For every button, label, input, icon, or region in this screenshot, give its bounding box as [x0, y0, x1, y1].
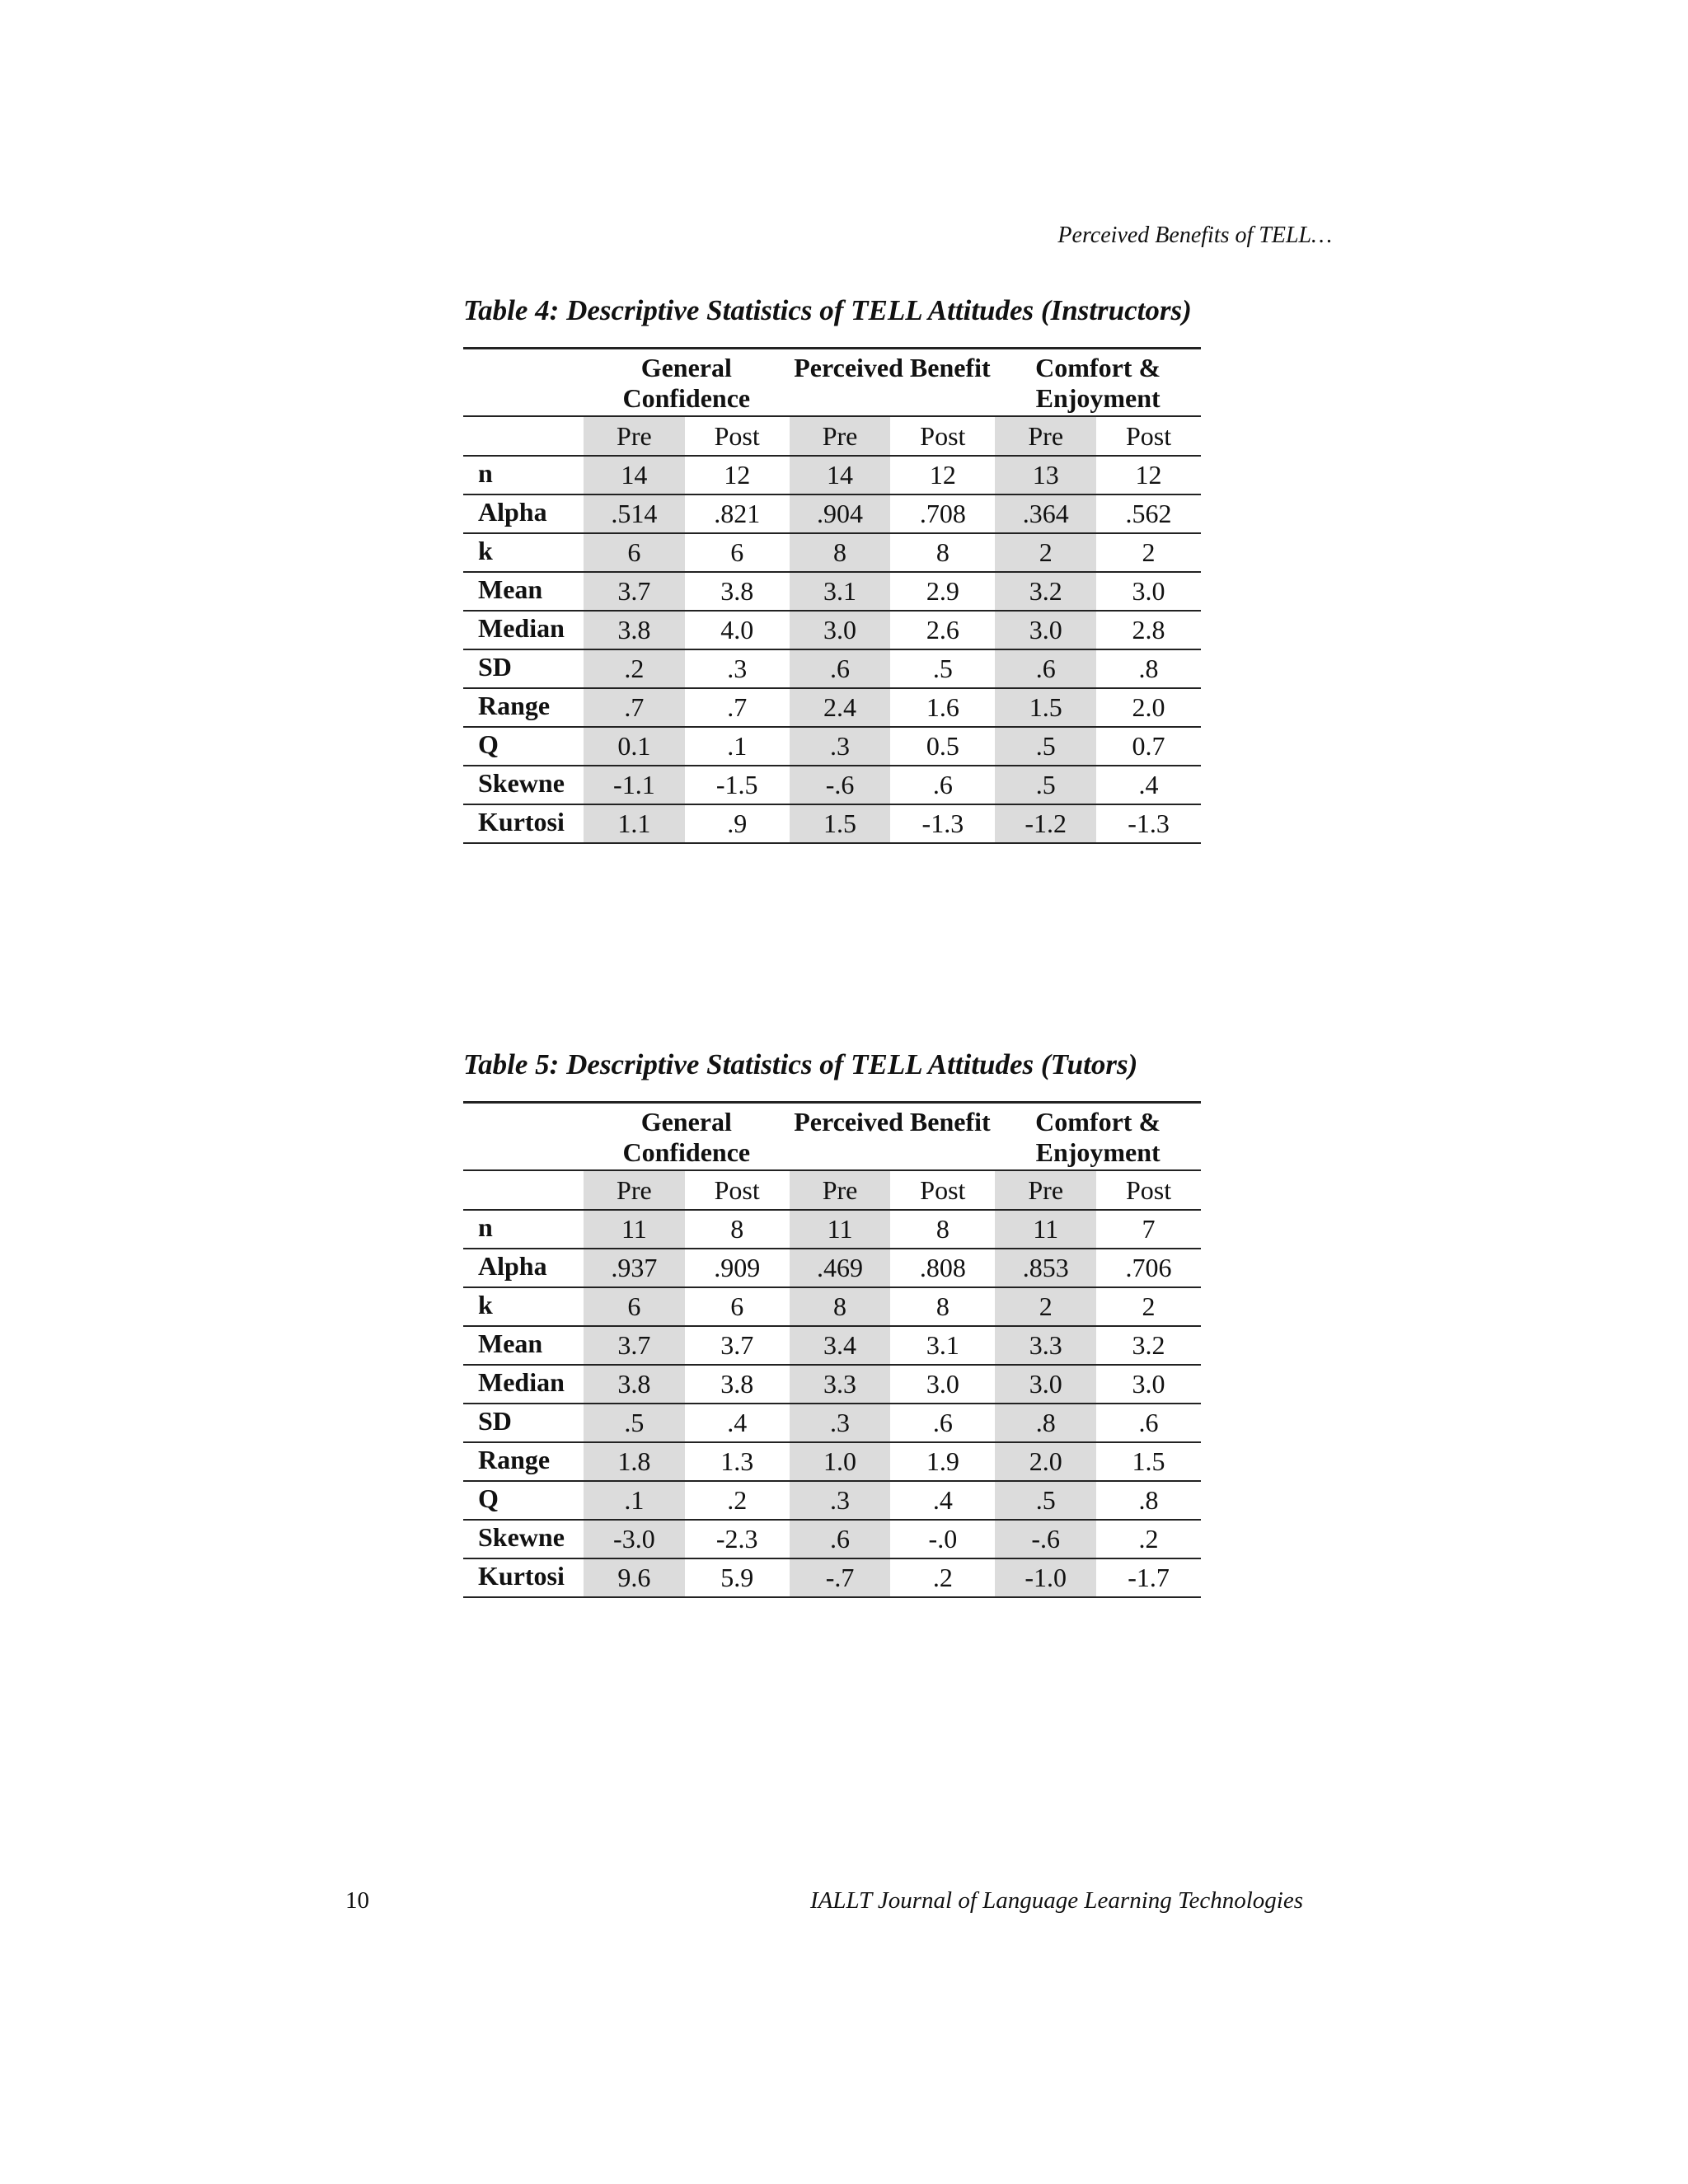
row-label: Q: [463, 1481, 584, 1520]
table-cell: 1.1: [584, 804, 685, 843]
subcolumn-header: Post: [1096, 1170, 1201, 1210]
table-cell: 3.1: [890, 1326, 995, 1365]
table-row: [463, 1210, 1201, 1249]
table-cell: 12: [1096, 456, 1201, 494]
table-row: [463, 1442, 1201, 1481]
table-cell: .706: [1096, 1249, 1201, 1287]
table-cell: .4: [685, 1404, 790, 1442]
table-cell: .364: [995, 494, 1096, 533]
table-cell: .2: [584, 649, 685, 688]
subcolumn-header: Pre: [995, 1170, 1096, 1210]
table-cell: 3.0: [890, 1365, 995, 1404]
table-cell: 3.1: [790, 572, 891, 611]
table-cell: 3.0: [995, 611, 1096, 649]
table-row: [463, 649, 1201, 688]
table-cell: .821: [685, 494, 790, 533]
table-cell: 3.7: [584, 572, 685, 611]
subcolumn-header: Pre: [584, 1170, 685, 1210]
table-cell: -.6: [995, 1520, 1096, 1558]
table-cell: 6: [584, 1287, 685, 1326]
table-cell: -.0: [890, 1520, 995, 1558]
table-cell: -1.1: [584, 766, 685, 804]
table-cell: 2.0: [995, 1442, 1096, 1481]
table-row: [463, 804, 1201, 843]
table-cell: .853: [995, 1249, 1096, 1287]
row-label: SD: [463, 649, 584, 688]
table-cell: .5: [584, 1404, 685, 1442]
table-row: [463, 1249, 1201, 1287]
table-cell: 3.2: [1096, 1326, 1201, 1365]
table-cell: .6: [890, 766, 995, 804]
table-cell: 14: [584, 456, 685, 494]
table-cell: 0.5: [890, 727, 995, 766]
table-row: [463, 611, 1201, 649]
table-cell: 2: [1096, 1287, 1201, 1326]
table-cell: 3.8: [685, 572, 790, 611]
table-cell: 2.4: [790, 688, 891, 727]
row-label: Mean: [463, 1326, 584, 1365]
table-cell: -1.7: [1096, 1558, 1201, 1597]
subcolumn-header: Post: [685, 416, 790, 456]
table-row: [463, 1287, 1201, 1326]
row-label: Alpha: [463, 1249, 584, 1287]
table-cell: 2: [995, 533, 1096, 572]
row-label: Median: [463, 611, 584, 649]
table-cell: 11: [584, 1210, 685, 1249]
table-cell: -1.0: [995, 1558, 1096, 1597]
subcolumn-header: Pre: [790, 416, 891, 456]
table-cell: .808: [890, 1249, 995, 1287]
table-cell: 6: [584, 533, 685, 572]
subcolumn-header-row: [463, 416, 1201, 456]
table-4-block: [463, 293, 1201, 844]
row-label: Median: [463, 1365, 584, 1404]
table-cell: 3.3: [790, 1365, 891, 1404]
table-cell: 8: [890, 1210, 995, 1249]
table-caption: Table 4: Descriptive Statistics of TELL Attitudes (Instructors): [463, 294, 1192, 326]
corner-cell: [463, 349, 584, 417]
table-cell: 1.5: [1096, 1442, 1201, 1481]
row-label: Q: [463, 727, 584, 766]
table-cell: .562: [1096, 494, 1201, 533]
table-row: [463, 1404, 1201, 1442]
table-cell: 14: [790, 456, 891, 494]
table-cell: 4.0: [685, 611, 790, 649]
table-cell: .2: [685, 1481, 790, 1520]
row-label: Skewne: [463, 1520, 584, 1558]
table-cell: .937: [584, 1249, 685, 1287]
table-cell: 1.8: [584, 1442, 685, 1481]
column-group-row: [463, 1103, 1201, 1171]
table-cell: -2.3: [685, 1520, 790, 1558]
table-cell: .8: [995, 1404, 1096, 1442]
table-row: [463, 1520, 1201, 1558]
table-cell: 3.8: [584, 1365, 685, 1404]
column-group-row: [463, 349, 1201, 417]
table-cell: 3.0: [790, 611, 891, 649]
table-cell: .5: [995, 766, 1096, 804]
table-cell: 3.0: [1096, 1365, 1201, 1404]
subcolumn-header: Post: [685, 1170, 790, 1210]
table-cell: 12: [890, 456, 995, 494]
table-cell: 3.8: [584, 611, 685, 649]
table-cell: 1.5: [790, 804, 891, 843]
row-label: n: [463, 456, 584, 494]
table-cell: .8: [1096, 649, 1201, 688]
table-cell: 3.4: [790, 1326, 891, 1365]
table-cell: 3.0: [995, 1365, 1096, 1404]
table-row: [463, 572, 1201, 611]
row-label: k: [463, 1287, 584, 1326]
table-cell: .3: [790, 727, 891, 766]
table-cell: 0.1: [584, 727, 685, 766]
table-cell: .1: [584, 1481, 685, 1520]
table-cell: 1.3: [685, 1442, 790, 1481]
table-cell: -.6: [790, 766, 891, 804]
table-row: [463, 727, 1201, 766]
table-cell: .2: [890, 1558, 995, 1597]
table-cell: .7: [584, 688, 685, 727]
table-cell: 12: [685, 456, 790, 494]
journal-name: IALLT Journal of Language Learning Technologies: [810, 1887, 1303, 1914]
subcolumn-header: Post: [890, 1170, 995, 1210]
row-label: Kurtosi: [463, 1558, 584, 1597]
column-group-header: General Confidence: [584, 349, 790, 417]
running-head: Perceived Benefits of TELL…: [1057, 223, 1332, 248]
table-cell: -.7: [790, 1558, 891, 1597]
table-cell: .909: [685, 1249, 790, 1287]
column-group-header: Perceived Benefit: [790, 349, 996, 417]
table-cell: .2: [1096, 1520, 1201, 1558]
row-label: SD: [463, 1404, 584, 1442]
page-number: 10: [345, 1887, 369, 1914]
table-row: [463, 533, 1201, 572]
table-cell: 1.0: [790, 1442, 891, 1481]
table-cell: .6: [1096, 1404, 1201, 1442]
table-cell: 8: [790, 533, 891, 572]
table-cell: .6: [890, 1404, 995, 1442]
table-cell: .708: [890, 494, 995, 533]
table-cell: 8: [790, 1287, 891, 1326]
table-cell: 2.9: [890, 572, 995, 611]
table-row: [463, 494, 1201, 533]
table-cell: .3: [790, 1404, 891, 1442]
table-cell: 0.7: [1096, 727, 1201, 766]
subcolumn-header: Post: [890, 416, 995, 456]
table-row: [463, 1326, 1201, 1365]
table-cell: 5.9: [685, 1558, 790, 1597]
table-cell: 1.9: [890, 1442, 995, 1481]
table-cell: -1.3: [1096, 804, 1201, 843]
table-cell: 3.2: [995, 572, 1096, 611]
table-cell: 8: [890, 533, 995, 572]
column-group-header: Comfort & Enjoyment: [995, 1103, 1201, 1171]
table-cell: .3: [790, 1481, 891, 1520]
table-cell: .7: [685, 688, 790, 727]
table-cell: -1.2: [995, 804, 1096, 843]
table-cell: .8: [1096, 1481, 1201, 1520]
table-cell: .6: [995, 649, 1096, 688]
table-cell: .6: [790, 649, 891, 688]
table-cell: 3.3: [995, 1326, 1096, 1365]
table-cell: 13: [995, 456, 1096, 494]
table-cell: -1.5: [685, 766, 790, 804]
table-cell: .6: [790, 1520, 891, 1558]
table-caption: Table 5: Descriptive Statistics of TELL Attitudes (Tutors): [463, 1048, 1138, 1080]
table-cell: -3.0: [584, 1520, 685, 1558]
stats-table: [463, 347, 1201, 844]
table-cell: 1.6: [890, 688, 995, 727]
row-label: Mean: [463, 572, 584, 611]
row-label: n: [463, 1210, 584, 1249]
table-cell: 2: [1096, 533, 1201, 572]
table-cell: .3: [685, 649, 790, 688]
table-cell: .1: [685, 727, 790, 766]
table-cell: 3.7: [584, 1326, 685, 1365]
row-label: Skewne: [463, 766, 584, 804]
column-group-header: Perceived Benefit: [790, 1103, 996, 1171]
table-cell: .514: [584, 494, 685, 533]
table-cell: 2.8: [1096, 611, 1201, 649]
table-cell: 3.0: [1096, 572, 1201, 611]
corner-cell: [463, 416, 584, 456]
table-cell: 2: [995, 1287, 1096, 1326]
row-label: Kurtosi: [463, 804, 584, 843]
row-label: Alpha: [463, 494, 584, 533]
table-cell: .904: [790, 494, 891, 533]
row-label: Range: [463, 1442, 584, 1481]
corner-cell: [463, 1103, 584, 1171]
column-group-header: Comfort & Enjoyment: [995, 349, 1201, 417]
column-group-header: General Confidence: [584, 1103, 790, 1171]
table-cell: 7: [1096, 1210, 1201, 1249]
table-cell: .5: [890, 649, 995, 688]
table-cell: .5: [995, 1481, 1096, 1520]
table-row: [463, 1481, 1201, 1520]
table-cell: 3.7: [685, 1326, 790, 1365]
table-cell: .4: [1096, 766, 1201, 804]
table-row: [463, 688, 1201, 727]
row-label: Range: [463, 688, 584, 727]
subcolumn-header: Pre: [995, 416, 1096, 456]
table-cell: 6: [685, 533, 790, 572]
subcolumn-header-row: [463, 1170, 1201, 1210]
table-cell: .9: [685, 804, 790, 843]
table-row: [463, 1365, 1201, 1404]
table-cell: 2.6: [890, 611, 995, 649]
table-cell: 8: [890, 1287, 995, 1326]
table-cell: 8: [685, 1210, 790, 1249]
table-cell: 1.5: [995, 688, 1096, 727]
table-row: [463, 766, 1201, 804]
table-cell: 6: [685, 1287, 790, 1326]
subcolumn-header: Post: [1096, 416, 1201, 456]
table-cell: 11: [790, 1210, 891, 1249]
stats-table: [463, 1101, 1201, 1598]
row-label: k: [463, 533, 584, 572]
table-row: [463, 456, 1201, 494]
corner-cell: [463, 1170, 584, 1210]
table-body: [463, 456, 1201, 843]
table-cell: .4: [890, 1481, 995, 1520]
table-cell: 2.0: [1096, 688, 1201, 727]
table-cell: .469: [790, 1249, 891, 1287]
table-cell: 3.8: [685, 1365, 790, 1404]
table-body: [463, 1210, 1201, 1597]
table-5-block: [463, 1047, 1201, 1598]
table-cell: .5: [995, 727, 1096, 766]
table-cell: 9.6: [584, 1558, 685, 1597]
table-cell: 11: [995, 1210, 1096, 1249]
table-row: [463, 1558, 1201, 1597]
subcolumn-header: Pre: [790, 1170, 891, 1210]
subcolumn-header: Pre: [584, 416, 685, 456]
table-cell: -1.3: [890, 804, 995, 843]
